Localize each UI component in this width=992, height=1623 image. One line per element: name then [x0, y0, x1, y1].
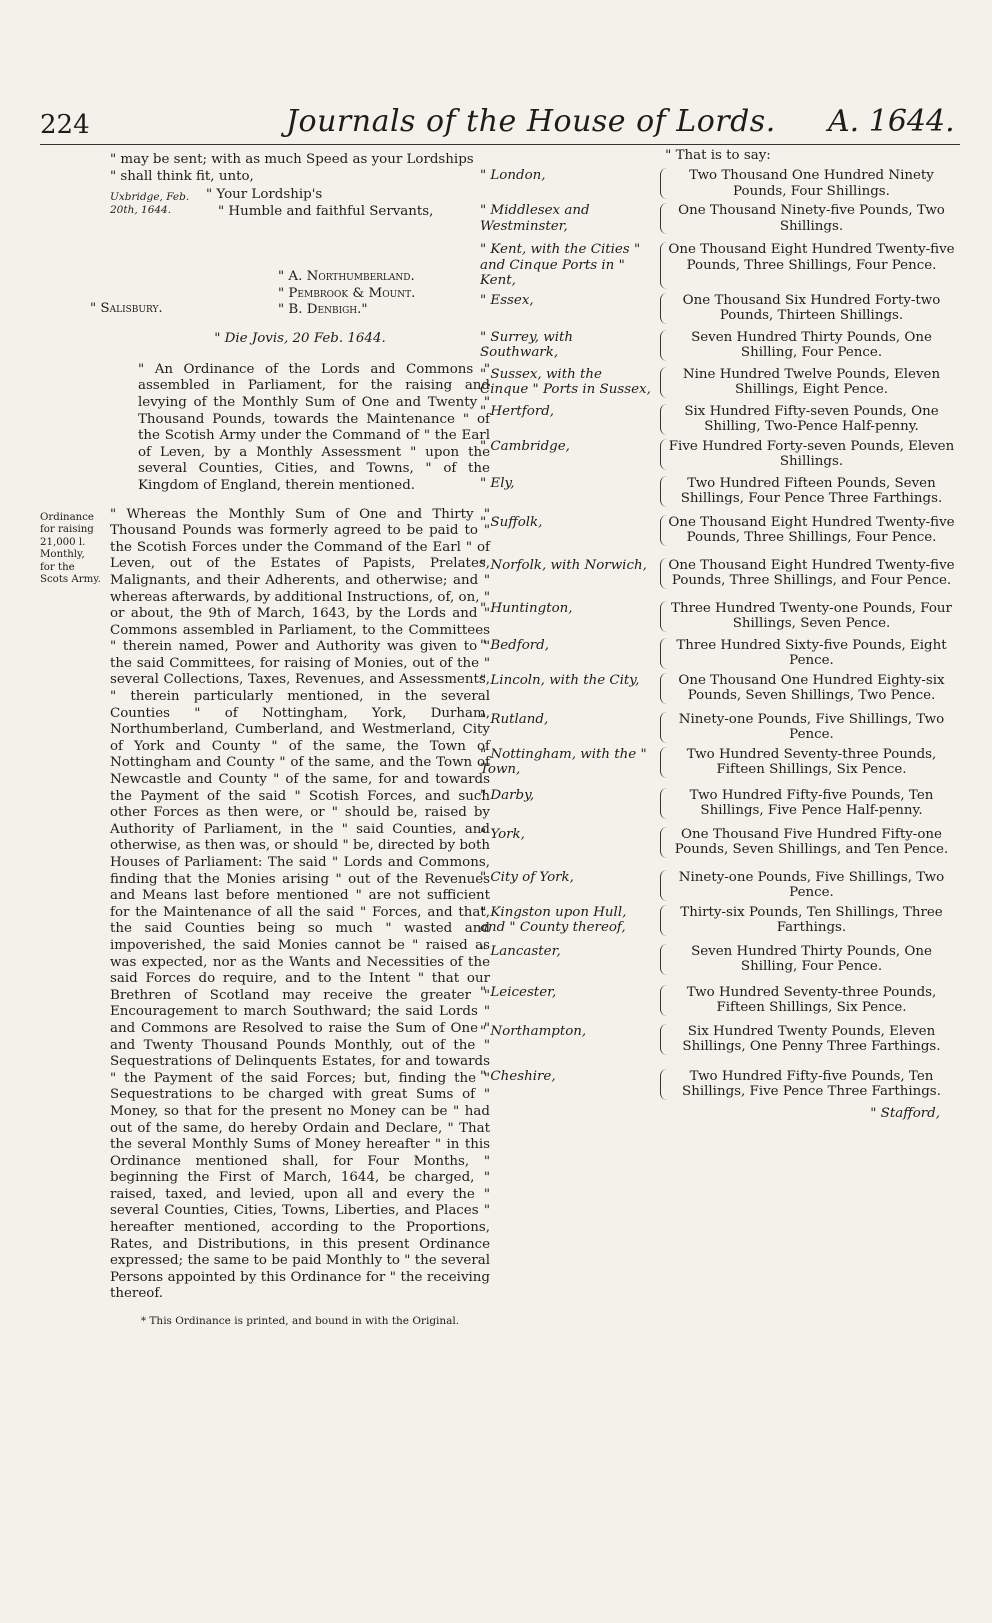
county-name: " Kent, with the Cities " and Cinque Ports in " Kent, — [480, 242, 641, 288]
schedule-row — [480, 788, 956, 819]
schedule-row — [480, 673, 956, 704]
closing-line: " Humble and faithful Servants, — [218, 203, 434, 219]
running-title: Journals of the House of Lords. — [286, 104, 776, 139]
county-name: " Surrey, with Southwark, — [480, 329, 573, 360]
signature-block — [90, 187, 490, 318]
year-heading: A. 1644. — [828, 104, 955, 139]
county-name: " Cambridge, — [480, 438, 570, 454]
assessment-amount: One Thousand Eight Hundred Twenty-five Pounds, Three Shillings, Four Pence. — [660, 242, 956, 289]
catchword: " Stafford, — [870, 1105, 940, 1121]
schedule-row — [480, 293, 956, 324]
county-name: " Ely, — [480, 475, 515, 491]
county-name: " Northampton, — [480, 1023, 587, 1039]
schedule-row — [480, 827, 956, 858]
signer: " A. Northumberland. — [278, 269, 415, 285]
county-name: " Hertford, — [480, 403, 555, 419]
county-name: " London, — [480, 168, 546, 183]
schedule-row — [480, 747, 956, 778]
assessment-amount: Nine Hundred Twelve Pounds, Eleven Shillings, Eight Pence. — [660, 367, 956, 398]
schedule-row — [480, 638, 956, 669]
assessment-amount: Thirty-six Pounds, Ten Shillings, Three Farthings. — [660, 905, 956, 936]
county-name: " Essex, — [480, 292, 534, 308]
county-name: " Darby, — [480, 787, 535, 803]
header-rule — [40, 144, 960, 145]
assessment-amount: One Thousand Eight Hundred Twenty-five Pounds, Three Shillings, and Four Pence. — [660, 558, 956, 589]
schedule-row — [480, 367, 956, 398]
county-name: " Rutland, — [480, 711, 549, 727]
schedule-row — [480, 203, 956, 234]
schedule-row — [480, 476, 956, 507]
signers — [278, 269, 415, 319]
county-name: " Huntington, — [480, 600, 573, 616]
schedule-row — [480, 242, 956, 289]
assessment-amount: Two Hundred Seventy-three Pounds, Fifteen Shillings, Six Pence. — [660, 747, 956, 778]
closing-line: " Your Lordship's — [206, 187, 323, 203]
schedule — [480, 148, 956, 1121]
schedule-row — [480, 870, 956, 901]
assessment-amount: Seven Hundred Thirty Pounds, One Shilling, Four Pence. — [660, 330, 956, 361]
schedule-row — [480, 712, 956, 743]
schedule-row — [480, 985, 956, 1016]
county-name: " City of York, — [480, 869, 574, 885]
assessment-amount: Ninety-one Pounds, Five Shillings, Two Pence. — [660, 712, 956, 743]
closing — [206, 187, 433, 220]
schedule-row — [480, 1069, 956, 1100]
county-name: " Kingston upon Hull, and " County thereof, — [480, 904, 627, 935]
letter-line: " may be sent; with as much Speed as your Lordships — [110, 152, 474, 167]
assessment-amount: Five Hundred Forty-seven Pounds, Eleven Shillings. — [660, 439, 956, 470]
ordinance-heading: " An Ordinance of the Lords and Commons " assembled in Parliament, for the raising and levying of the Monthly Sum of One and Twenty " Thousand Pounds, towards the Maintenance " of the Scotish Army under the Command of " the Earl of Leven, by a Monthly Assessment " upon the several Counties, Cities, and Towns, " of the Kingdom of England, therein mentioned. — [138, 361, 490, 493]
date-heading: " Die Jovis, 20 Feb. 1644. — [214, 331, 386, 347]
page-number: 224 — [40, 110, 90, 140]
assessment-amount: Two Hundred Fifty-five Pounds, Ten Shillings, Five Pence Half-penny. — [660, 788, 956, 819]
assessment-amount: One Thousand Ninety-five Pounds, Two Shillings. — [660, 203, 956, 234]
schedule-row — [480, 168, 956, 199]
margin-note: Ordinance for raising 21,000 l. Monthly, for the Scots Army. — [40, 512, 101, 586]
county-name: " Norfolk, with Norwich, — [480, 557, 647, 573]
schedule-row — [480, 1024, 956, 1055]
county-name: " Suffolk, — [480, 514, 543, 530]
assessment-amount: One Thousand Six Hundred Forty-two Pounds, Thirteen Shillings. — [660, 293, 956, 324]
letter-line: " shall think fit, unto, — [110, 168, 254, 184]
signer: " B. Denbigh." — [278, 302, 368, 318]
schedule-row — [480, 601, 956, 632]
assessment-amount: Six Hundred Twenty Pounds, Eleven Shillings, One Penny Three Farthings. — [660, 1024, 956, 1055]
county-name: " York, — [480, 826, 525, 842]
ordinance-body: " Whereas the Monthly Sum of One and Thirty " Thousand Pounds was formerly agreed to be paid to " the Scotish Forces under the Command of the Earl " of Leven, out of the Estates of Papists, Prelates, Malignants, and their Adherents, and otherwise; and " whereas afterwards, by additional Instructions, of, on, " or about, the 9th of March, 1643, by the Lords and " Commons assembled in Parliament, to the Committees " therein named, Power and Authority was given to " the said Committees, for raising of Monies, out of the " several Collections, Taxes, Revenues, and Assessments, " therein particularly mentioned, in the several Counties " of Nottingham, York, Durham, Northumberland, Cumberland, and Westmerland, City of York and County " of the same, the Town of Nottingham and County " of the same, and the Town of Newcastle and County " of the same, for and towards the Payment of the said " Scotish Forces, and such other Forces as then were, or " should be, raised by Authority of Parliament, in the " said Counties, and otherwise, as then was, or should " be, directed by both Houses of Parliament: The said " Lords and Commons, finding that the Monies arising " out of the Revenues and Means last before mentioned " are not sufficient for the Maintenance of all the said " Forces, and that, the said Counties being so much " wasted and impoverished, the said Monies cannot be " raised as was expected, nor as the Wants and Necessities of the said Forces do require, and to the Intent " that our Brethren of Scotland may receive the greater " Encouragement to march Southward; the said Lords " and Commons are Resolved to raise the Sum of One " and Twenty Thousand Pounds Monthly, out of the " Sequestrations of Delinquents Estates, for and towards " the Payment of the said Forces; but, finding the " Sequestrations to be charged with great Sums of " Money, so that for the present no Money can be " had out of the same, do hereby Ordain and Declare, " That the several Monthly Sums of Money hereafter " in this Ordinance mentioned shall, for Four Months, " beginning the First of March, 1644, be charged, " raised, taxed, and levied, upon all and every the " several Counties, Cities, Towns, Liberties, and Places " hereafter mentioned, according to the Proportions, Rates, and Distributions, in this present Ordinance expressed; the same to be paid Monthly to " the several Persons appointed by this Ordinance for " the receiving thereof. — [110, 506, 490, 1302]
schedule-row — [480, 439, 956, 470]
assessment-amount: Two Hundred Fifteen Pounds, Seven Shillings, Four Pence Three Farthings. — [660, 476, 956, 507]
schedule-row — [480, 515, 956, 546]
schedule-intro: " That is to say: — [665, 148, 771, 163]
assessment-amount: One Thousand Eight Hundred Twenty-five Pounds, Three Shillings, Four Pence. — [660, 515, 956, 546]
assessment-amount: One Thousand Five Hundred Fifty-one Pounds, Seven Shillings, and Ten Pence. — [660, 827, 956, 858]
assessment-amount: Three Hundred Twenty-one Pounds, Four Shillings, Seven Pence. — [660, 601, 956, 632]
place-date: Uxbridge, Feb. 20th, 1644. — [110, 191, 190, 216]
schedule-row — [480, 905, 956, 936]
signer: " Pembrook & Mount. — [278, 285, 416, 301]
county-name: " Lancaster, — [480, 943, 561, 959]
assessment-amount: Three Hundred Sixty-five Pounds, Eight Pence. — [660, 638, 956, 669]
assessment-amount: Two Hundred Fifty-five Pounds, Ten Shillings, Five Pence Three Farthings. — [660, 1069, 956, 1100]
schedule-rows — [480, 168, 956, 1100]
assessment-amount: Six Hundred Fifty-seven Pounds, One Shilling, Two-Pence Half-penny. — [660, 404, 956, 435]
left-column — [90, 152, 490, 1330]
county-name: " Nottingham, with the " Town, — [480, 746, 647, 777]
schedule-row — [480, 944, 956, 975]
schedule-row — [480, 404, 956, 435]
county-name: " Cheshire, — [480, 1068, 556, 1084]
assessment-amount: Seven Hundred Thirty Pounds, One Shilling, Four Pence. — [660, 944, 956, 975]
schedule-row — [480, 558, 956, 589]
county-name: " Lincoln, with the City, — [480, 672, 640, 688]
schedule-row — [480, 330, 956, 361]
assessment-amount: Ninety-one Pounds, Five Shillings, Two Pence. — [660, 870, 956, 901]
signer-left: " Salisbury. — [90, 301, 163, 317]
county-name: " Leicester, — [480, 984, 557, 1000]
footnote: * This Ordinance is printed, and bound in with the Original. — [140, 1315, 460, 1328]
county-name: " Sussex, with the Cinque " Ports in Sussex, — [480, 366, 651, 397]
county-name: " Bedford, — [480, 637, 549, 653]
county-name: " Middlesex and Westminster, — [480, 203, 590, 234]
assessment-amount: Two Thousand One Hundred Ninety Pounds, Four Shillings. — [660, 168, 956, 199]
assessment-amount: One Thousand One Hundred Eighty-six Pounds, Seven Shillings, Two Pence. — [660, 673, 956, 704]
assessment-amount: Two Hundred Seventy-three Pounds, Fifteen Shillings, Six Pence. — [660, 985, 956, 1016]
